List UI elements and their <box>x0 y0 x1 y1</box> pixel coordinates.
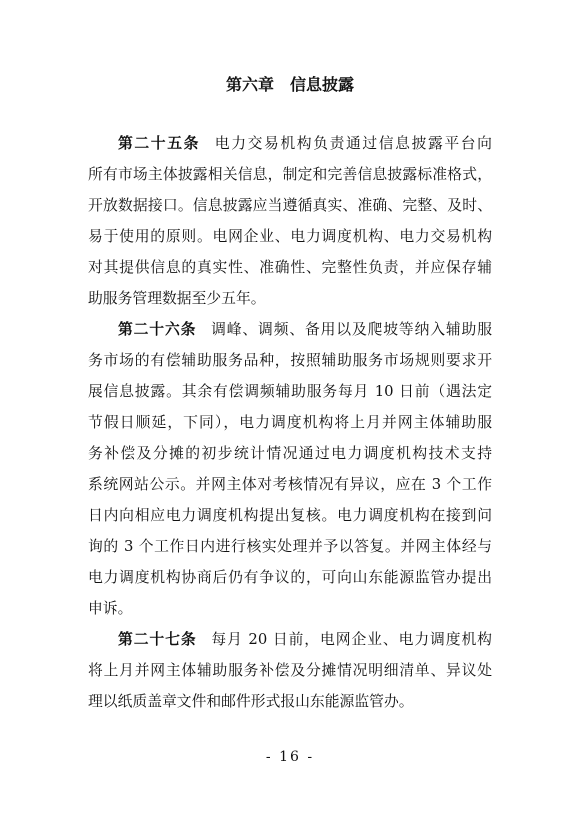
article-25-line <box>88 128 492 159</box>
page-number: - 16 - <box>265 749 315 765</box>
article-label: 第二十七条 <box>118 631 197 648</box>
article-text: 调峰、调频、备用以及爬坡等纳入辅助服 <box>211 321 492 338</box>
article-25-line: 易于使用的原则。电网企业、电力调度机构、电力交易机构 <box>88 228 492 245</box>
article-26-line: 日内向相应电力调度机构提出复核。电力调度机构在接到问 <box>88 507 492 524</box>
article-label: 第二十五条 <box>118 135 200 152</box>
article-26-line: 展信息披露。其余有偿调频辅助服务每月 10 日前（遇法定 <box>88 383 492 400</box>
article-25-line: 开放数据接口。信息披露应当遵循真实、准确、完整、及时、 <box>88 197 492 214</box>
article-26-line: 电力调度机构协商后仍有争议的，可向山东能源监管办提出 <box>88 569 492 586</box>
article-25-line: 助服务管理数据至少五年。 <box>88 290 266 307</box>
document-body <box>88 128 492 717</box>
article-27-line <box>88 624 492 655</box>
article-26-line: 询的 3 个工作日内进行核实处理并予以答复。并网主体经与 <box>88 538 492 555</box>
article-27-line: 将上月并网主体辅助服务补偿及分摊情况明细清单、异议处 <box>88 662 492 679</box>
article-26-line: 申诉。 <box>88 600 133 617</box>
article-26-line: 系统网站公示。并网主体对考核情况有异议，应在 3 个工作 <box>88 476 492 493</box>
article-text: 电力交易机构负责通过信息披露平台向 <box>214 135 492 152</box>
article-label: 第二十六条 <box>118 321 197 338</box>
article-26-line <box>88 314 492 345</box>
article-25-line: 对其提供信息的真实性、准确性、完整性负责，并应保存辅 <box>88 259 492 276</box>
article-26-line: 节假日顺延，下同），电力调度机构将上月并网主体辅助服 <box>88 414 492 431</box>
chapter-title: 第六章 信息披露 <box>225 75 354 94</box>
article-25-line: 所有市场主体披露相关信息，制定和完善信息披露标准格式， <box>88 166 492 183</box>
article-text: 每月 20 日前，电网企业、电力调度机构 <box>211 631 492 648</box>
article-27-line: 理以纸质盖章文件和邮件形式报山东能源监管办。 <box>88 693 414 710</box>
article-26-line: 务补偿及分摊的初步统计情况通过电力调度机构技术支持 <box>88 445 492 462</box>
article-26-line: 务市场的有偿辅助服务品种，按照辅助服务市场规则要求开 <box>88 352 492 369</box>
